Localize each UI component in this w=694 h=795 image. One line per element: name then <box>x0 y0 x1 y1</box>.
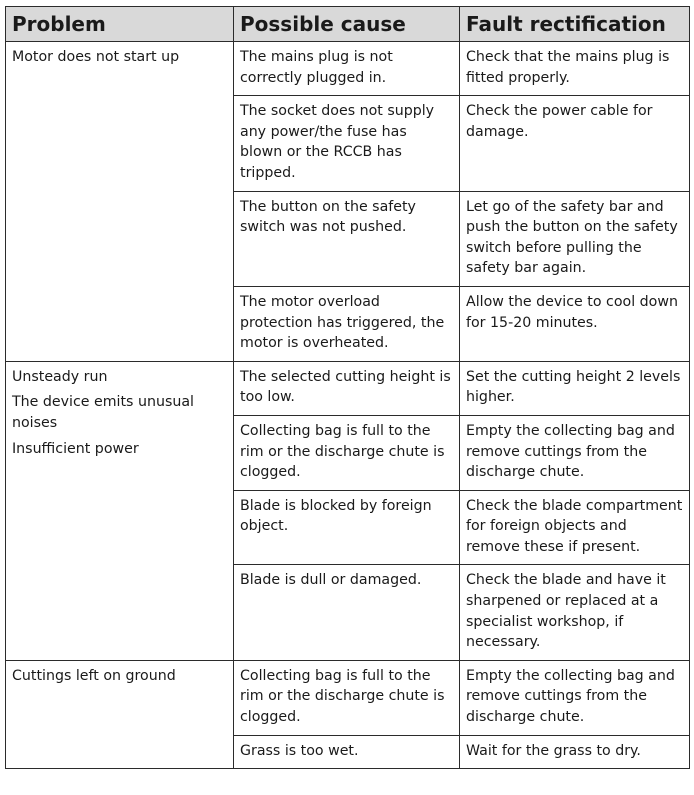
fix-cell: Wait for the grass to dry. <box>460 735 690 769</box>
fix-cell: Check the blade compartment for foreign objects and remove these if present. <box>460 490 690 565</box>
troubleshooting-table <box>5 6 690 769</box>
table-row <box>6 660 690 735</box>
cause-cell: Collecting bag is full to the rim or the discharge chute is clogged. <box>234 415 460 490</box>
cause-cell: The socket does not supply any power/the fuse has blown or the RCCB has tripped. <box>234 96 460 191</box>
problem-text: The device emits unusual noises <box>12 394 194 431</box>
problem-text: Motor does not start up <box>12 49 180 65</box>
table-header <box>6 7 690 42</box>
cause-cell: The button on the safety switch was not pushed. <box>234 191 460 286</box>
problem-text: Cuttings left on ground <box>12 667 176 684</box>
problem-text: Unsteady run <box>12 368 108 385</box>
header-possible-cause: Possible cause <box>234 7 460 42</box>
cause-cell: Collecting bag is full to the rim or the discharge chute is clogged. <box>234 660 460 735</box>
problem-cell <box>6 660 234 768</box>
cause-cell: The mains plug is not correctly plugged in. <box>234 42 460 96</box>
problem-cell <box>6 361 234 660</box>
header-fault-rectification: Fault rectification <box>460 7 690 42</box>
cause-cell: Grass is too wet. <box>234 735 460 769</box>
problem-cell <box>6 42 234 362</box>
fix-cell: Let go of the safety bar and push the button on the safety switch before pulling the safety bar again. <box>460 191 690 286</box>
table-row <box>6 42 690 96</box>
cause-cell: Blade is blocked by foreign object. <box>234 490 460 565</box>
problem-text: Insufficient power <box>12 440 139 457</box>
fix-cell: Check the power cable for damage. <box>460 96 690 191</box>
header-row <box>6 7 690 42</box>
fix-cell: Set the cutting height 2 levels higher. <box>460 361 690 415</box>
fix-cell: Check that the mains plug is fitted properly. <box>460 42 690 96</box>
header-problem: Problem <box>6 7 234 42</box>
fix-cell: Check the blade and have it sharpened or replaced at a specialist workshop, if necessary. <box>460 565 690 660</box>
fix-cell: Empty the collecting bag and remove cuttings from the discharge chute. <box>460 415 690 490</box>
cause-cell: The motor overload protection has triggered, the motor is overheated. <box>234 286 460 361</box>
fix-cell: Allow the device to cool down for 15-20 minutes. <box>460 286 690 361</box>
cause-cell: Blade is dull or damaged. <box>234 565 460 660</box>
fix-cell: Empty the collecting bag and remove cuttings from the discharge chute. <box>460 660 690 735</box>
table-row <box>6 361 690 415</box>
cause-cell: The selected cutting height is too low. <box>234 361 460 415</box>
table-body <box>6 42 690 769</box>
